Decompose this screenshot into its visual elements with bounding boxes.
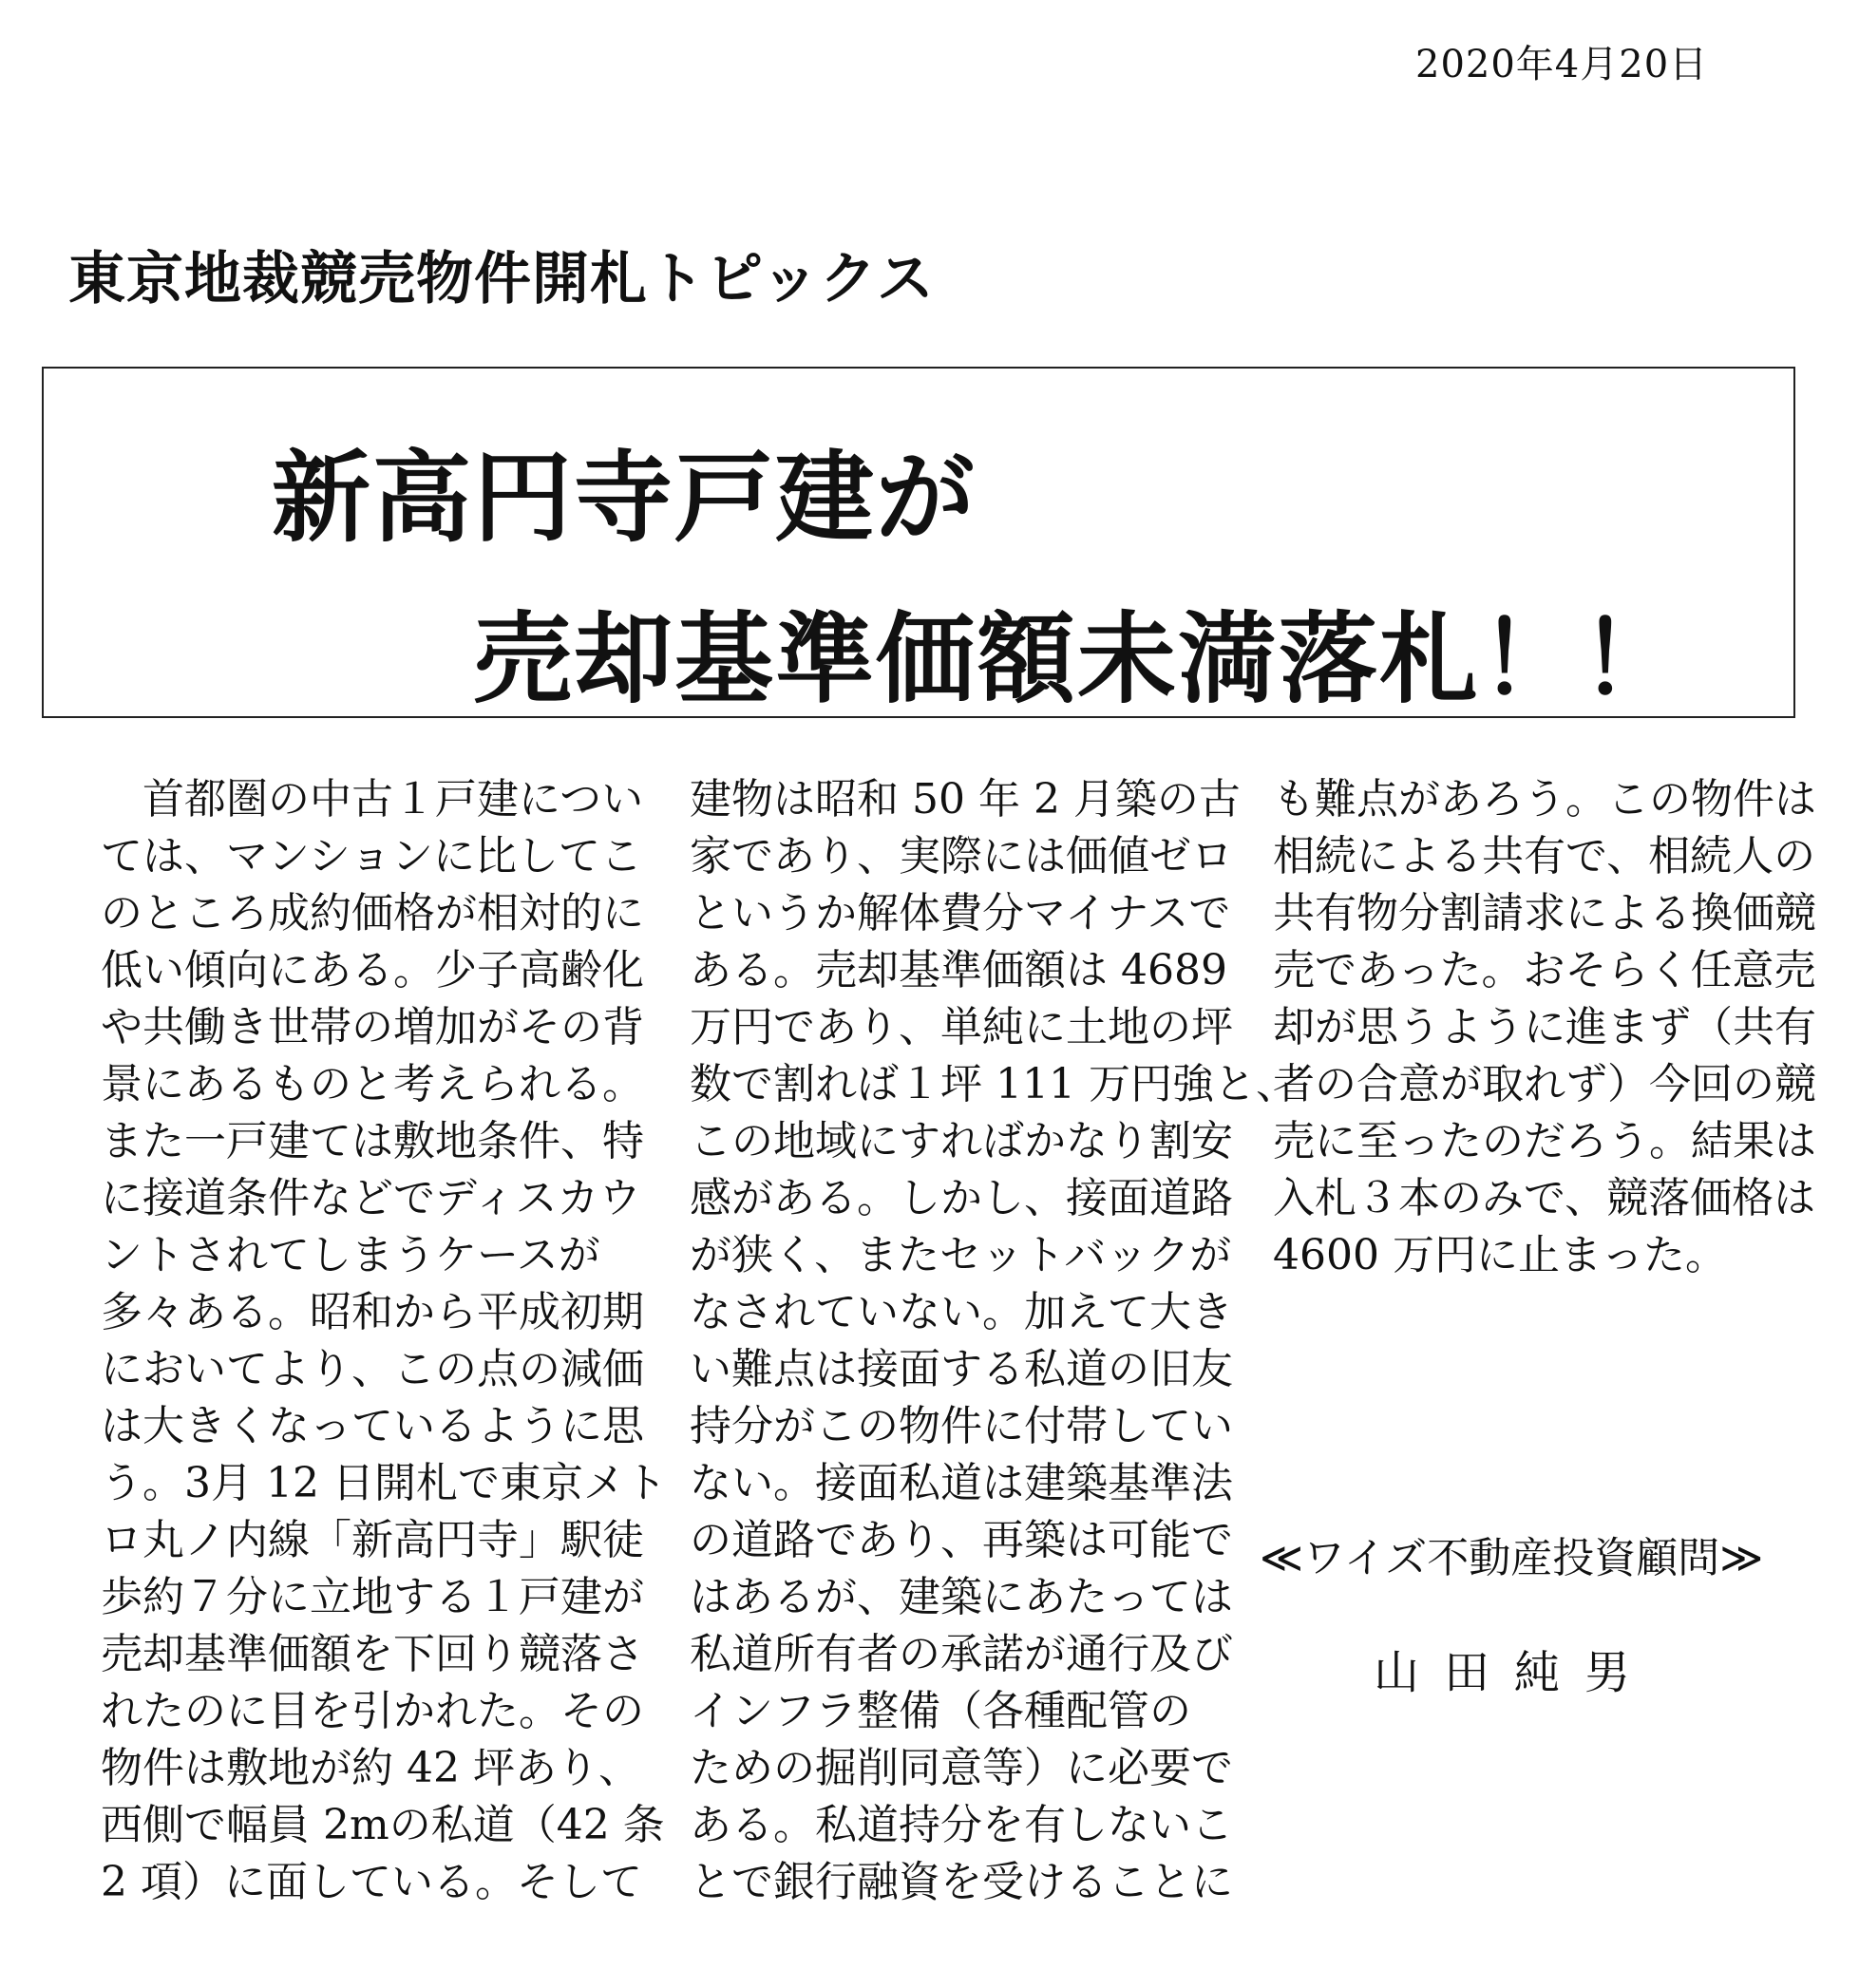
body-line: も難点があろう。この物件は <box>1273 775 1816 824</box>
body-line: に接道条件などでディスカウ <box>101 1174 641 1222</box>
body-line: 相続による共有で、相続人の <box>1273 832 1816 880</box>
body-line: 共有物分割請求による換価競 <box>1273 889 1816 937</box>
article-date: 2020年4月20日 <box>1415 43 1709 86</box>
body-line: れたのに目を引かれた。その <box>101 1687 644 1735</box>
body-line: 売であった。おそらく任意売 <box>1273 946 1816 994</box>
body-line: 入札３本のみで、競落価格は <box>1273 1174 1816 1222</box>
body-line: ない。接面私道は建築基準法 <box>690 1459 1233 1507</box>
headline-box <box>42 367 1795 718</box>
body-line: 4600 万円に止まった。 <box>1273 1231 1727 1279</box>
body-line: 却が思うように進まず（共有 <box>1273 1003 1816 1051</box>
body-line: また一戸建ては敷地条件、特 <box>101 1117 644 1165</box>
author-organization: ≪ワイズ不動産投資顧問≫ <box>1260 1534 1764 1582</box>
body-line: 家であり、実際には価値ゼロ <box>690 832 1233 880</box>
body-line: 万円であり、単純に土地の坪 <box>690 1003 1233 1051</box>
body-line: においてより、この点の減価 <box>101 1345 644 1393</box>
body-line: ある。売却基準価額は 4689 <box>690 946 1227 994</box>
body-line: い難点は接面する私道の旧友 <box>690 1345 1233 1393</box>
body-line: 景にあるものと考えられる。 <box>101 1060 644 1108</box>
body-line: 歩約７分に立地する１戸建が <box>101 1573 644 1621</box>
body-line: 首都圏の中古１戸建につい <box>101 775 644 824</box>
body-line: 売に至ったのだろう。結果は <box>1273 1117 1816 1165</box>
body-column-3 <box>1273 771 1816 1284</box>
body-line: とで銀行融資を受けることに <box>690 1858 1233 1906</box>
body-line: 低い傾向にある。少子高齢化 <box>101 946 644 994</box>
headline-line-1: 新高円寺戸建が <box>272 440 977 556</box>
body-line: この地域にすればかなり割安 <box>690 1117 1233 1165</box>
body-line: 数で割れば１坪 111 万円強と、 <box>690 1060 1298 1108</box>
body-line: なされていない。加えて大き <box>690 1288 1233 1336</box>
body-line: 建物は昭和 50 年 2 月築の古 <box>690 775 1241 824</box>
body-line: 2 項）に面している。そして <box>101 1858 642 1906</box>
headline-line-2: 売却基準価額未満落札！！ <box>473 601 1682 717</box>
body-line: ロ丸ノ内線「新高円寺」駅徒 <box>101 1516 644 1564</box>
body-line: 西側で幅員 2mの私道（42 条 <box>101 1801 665 1849</box>
body-line: というか解体費分マイナスで <box>690 889 1231 937</box>
body-line: の道路であり、再築は可能で <box>690 1516 1233 1564</box>
body-line: 私道所有者の承諾が通行及び <box>690 1630 1233 1678</box>
body-line: は大きくなっているように思 <box>101 1402 644 1450</box>
body-line: ための掘削同意等）に必要で <box>690 1744 1233 1792</box>
body-line: ては、マンションに比してこ <box>101 832 643 880</box>
author-name: 山田純男 <box>1374 1646 1656 1699</box>
body-line: が狭く、またセットバックが <box>690 1231 1232 1279</box>
body-column-2 <box>690 771 1298 1911</box>
body-line: 物件は敷地が約 42 坪あり、 <box>101 1744 640 1792</box>
body-line: 多々ある。昭和から平成初期 <box>101 1288 644 1336</box>
body-line: 持分がこの物件に付帯してい <box>690 1402 1233 1450</box>
body-line: や共働き世帯の増加がその背 <box>101 1003 644 1051</box>
body-line: 売却基準価額を下回り競落さ <box>101 1630 644 1678</box>
body-line: 感がある。しかし、接面道路 <box>690 1174 1233 1222</box>
body-line: ある。私道持分を有しないこ <box>690 1801 1233 1849</box>
body-line: インフラ整備（各種配管の <box>690 1687 1191 1735</box>
body-column-1 <box>101 771 667 1911</box>
body-line: ントされてしまうケースが <box>101 1231 600 1279</box>
body-line: う。3月 12 日開札で東京メト <box>101 1459 667 1507</box>
section-kicker: 東京地裁競売物件開札トピックス <box>68 246 935 312</box>
body-line: のところ成約価格が相対的に <box>101 889 644 937</box>
body-line: 者の合意が取れず）今回の競 <box>1273 1060 1816 1108</box>
body-line: はあるが、建築にあたっては <box>690 1573 1233 1621</box>
